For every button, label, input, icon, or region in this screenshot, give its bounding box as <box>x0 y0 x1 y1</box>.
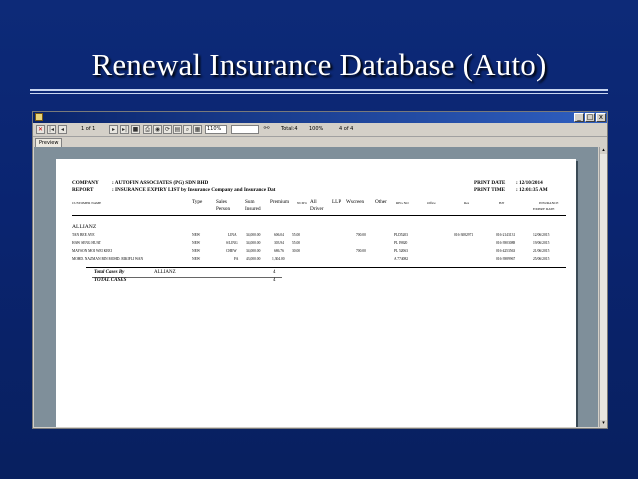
cell-premium: 686.76 <box>274 249 284 253</box>
cell-sum: 34,000.00 <box>246 241 261 245</box>
first-page-icon[interactable]: |◂ <box>48 126 55 133</box>
print-date-label: PRINT DATE <box>474 180 506 186</box>
total-label: Total:4 <box>281 126 298 132</box>
print-time-label: PRINT TIME <box>474 187 506 193</box>
col-llp: LLP <box>332 199 342 205</box>
print-time-value: : 12:01:35 AM <box>516 187 548 193</box>
close-report-icon[interactable]: ✕ <box>37 126 44 133</box>
cell-premium: 1,304.00 <box>272 257 285 261</box>
app-icon <box>35 113 43 121</box>
col-res: Res <box>464 201 470 205</box>
minimize-button[interactable]: _ <box>574 113 584 122</box>
refresh-icon[interactable]: ⟳ <box>164 126 171 133</box>
cell-expiry: 19/06/2015 <box>533 241 550 245</box>
cell-ncd: 30.00 <box>292 249 301 253</box>
total-group-name: ALLIANZ <box>154 270 176 275</box>
close-window-button[interactable]: x <box>596 113 606 122</box>
cell-ncd: 55.00 <box>292 233 301 237</box>
report-viewer-window <box>32 111 608 429</box>
stop-icon[interactable]: ■ <box>132 126 139 133</box>
cell-customer: MOHD. NAZMAN BIN MOHD. RIKIFLI WAN <box>72 257 144 261</box>
scroll-down-icon[interactable]: ▾ <box>600 420 607 427</box>
cell-hp: 016-3903088 <box>496 241 516 245</box>
total-cases-by-label: Total Cases By <box>94 270 125 275</box>
slide-title: Renewal Insurance Database (Auto) <box>91 47 547 82</box>
col-sum-2: Insured <box>245 206 261 212</box>
col-reg-no: REG NO <box>396 201 409 205</box>
title-divider <box>30 89 608 91</box>
export-icon[interactable]: ◉ <box>154 126 161 133</box>
cell-expiry: 25/06/2015 <box>533 257 550 261</box>
col-type: Type <box>192 199 203 205</box>
cell-sum: 43,000.00 <box>246 257 261 261</box>
tab-bar <box>33 137 607 147</box>
cell-reg: A 774082 <box>394 257 409 261</box>
last-page-icon[interactable]: ▸| <box>121 126 128 133</box>
print-date-value: : 12/10/2014 <box>516 180 543 186</box>
header-underline <box>72 215 566 216</box>
col-other: Other <box>375 199 387 205</box>
cell-hp: 016-2143131 <box>496 233 516 237</box>
cell-reg: PL I9820 <box>394 241 408 245</box>
zoom-select[interactable]: 110% <box>205 125 227 134</box>
report-preview-area <box>34 147 598 427</box>
cell-res: 016-3082971 <box>454 233 474 237</box>
grand-total-value: 4 <box>273 278 276 283</box>
cell-expiry: 21/06/2015 <box>533 249 550 253</box>
report-label: REPORT <box>72 187 94 193</box>
col-all-driver-2: Driver <box>310 206 324 212</box>
company-value: : AUTOFIN ASSOCIATES (PG) SDN BHD <box>112 180 209 186</box>
cell-expiry: 12/06/2015 <box>533 233 550 237</box>
cell-sales: LINA <box>228 233 237 237</box>
search-input[interactable] <box>231 125 259 134</box>
col-office: Office <box>427 201 436 205</box>
cell-type: NEW <box>192 249 201 253</box>
cell-reg: PL 52063 <box>394 249 408 253</box>
binoculars-icon[interactable]: ⚯ <box>263 124 270 132</box>
previous-page-icon[interactable]: ◂ <box>58 125 67 134</box>
cell-reg: PLD5203 <box>394 233 408 237</box>
find-icon[interactable]: ⌕ <box>183 125 192 134</box>
cell-sales: FA <box>234 257 239 261</box>
cell-premium: 606.04 <box>274 233 284 237</box>
vertical-scrollbar[interactable] <box>599 147 607 427</box>
col-sales-1: Sales <box>216 199 227 205</box>
cell-hp: 016-4253563 <box>496 249 516 253</box>
cell-customer: TAN BEE AYE <box>72 233 95 237</box>
group-name: ALLIANZ <box>72 224 97 230</box>
cell-wscreen: 700.00 <box>356 233 366 237</box>
page-indicator: 1 of 1 <box>81 126 96 132</box>
col-ncd: NCD% <box>297 201 307 205</box>
cell-customer: HAW SENG HUAT <box>72 241 101 245</box>
col-expiry-1: INSURANCE <box>539 201 559 205</box>
col-expiry-2: EXPIRY DATE <box>533 207 555 211</box>
scroll-up-icon[interactable]: ▴ <box>600 147 607 154</box>
col-sales-2: Person <box>216 206 231 212</box>
cell-hp: 016-3989967 <box>496 257 516 261</box>
cell-sales: S/LING <box>226 241 238 245</box>
print-icon[interactable]: ⎙ <box>143 125 152 134</box>
cell-type: NEW <box>192 257 201 261</box>
cell-wscreen: 700.00 <box>356 249 366 253</box>
cell-ncd: 55.00 <box>292 241 301 245</box>
totals-top-line <box>86 267 566 268</box>
next-page-icon[interactable]: ▸ <box>109 125 118 134</box>
company-label: COMPANY <box>72 180 99 186</box>
cell-type: NEW <box>192 233 201 237</box>
toggle-tree-icon[interactable]: ▤ <box>174 126 181 133</box>
col-customer-name: CUSTOMER NAME <box>72 201 102 205</box>
col-sum-1: Sum <box>245 199 255 205</box>
cell-type: NEW <box>192 241 201 245</box>
cell-customer: MAYSON MOI WEI KEEI <box>72 249 112 253</box>
col-wscreen: Wscreen <box>346 199 365 205</box>
report-toolbar <box>33 124 607 137</box>
percent-label: 100% <box>309 126 324 132</box>
fit-page-icon[interactable]: ▦ <box>194 126 201 133</box>
report-value: : INSURANCE EXPIRY LIST by Insurance Company and Insurance Dat <box>112 187 276 193</box>
window-titlebar <box>33 112 607 123</box>
group-total-value: 4 <box>273 270 276 275</box>
col-all-driver-1: All <box>310 199 317 205</box>
col-premium: Premium <box>270 199 290 205</box>
col-hp: H/P <box>499 201 505 205</box>
grand-total-label: TOTAL CASES <box>94 278 127 283</box>
title-divider-thin <box>30 93 608 94</box>
report-page <box>56 159 576 427</box>
cell-sales: CHEW <box>226 249 237 253</box>
tab-preview[interactable]: Preview <box>35 138 62 148</box>
record-count-label: 4 of 4 <box>339 126 354 132</box>
maximize-button[interactable]: □ <box>586 113 594 121</box>
cell-sum: 34,000.00 <box>246 249 261 253</box>
cell-sum: 34,000.00 <box>246 233 261 237</box>
cell-premium: 303.94 <box>274 241 284 245</box>
